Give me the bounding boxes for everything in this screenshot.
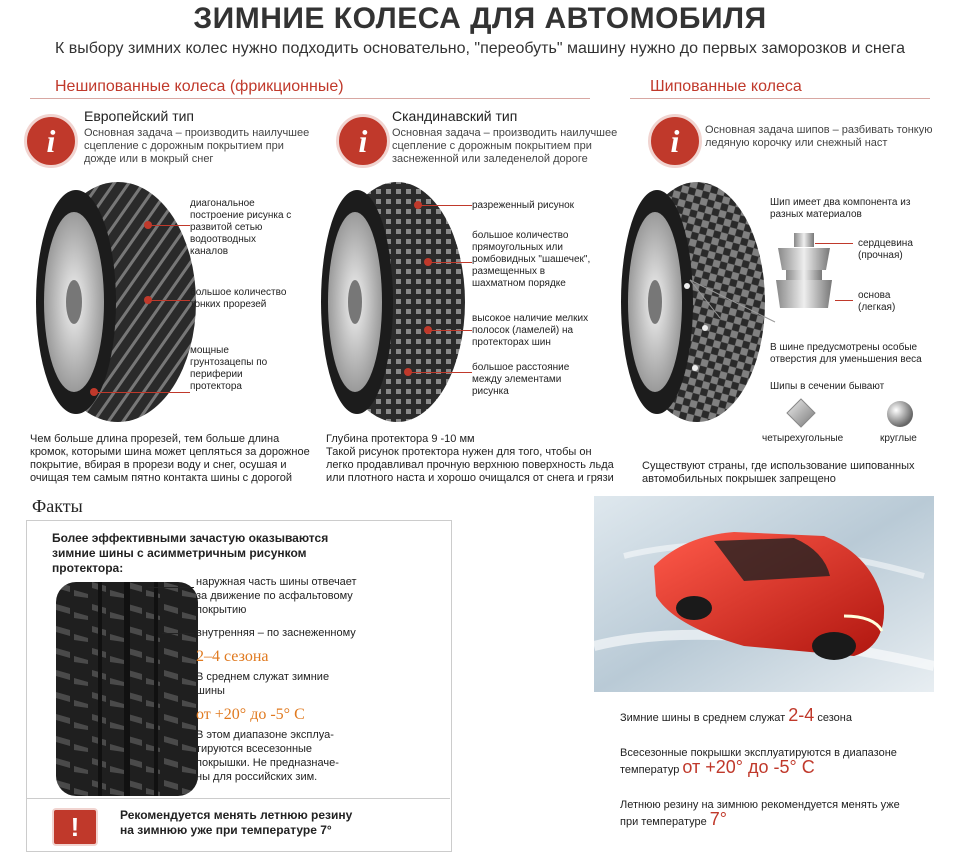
callout: разреженный рисунок <box>472 200 575 211</box>
facts-range: от +20° до -5° С <box>196 706 305 723</box>
facts-range-text: В этом диапазоне эксплуа- тируются всесезонные покрышки. Не предназначе- ны для российских зим. <box>196 729 339 783</box>
callout: большое количество тонких прорезей <box>190 287 287 310</box>
callout: высокое наличие мелких полосок (ламелей) на протекторах шин <box>472 313 589 348</box>
facts-outer: наружная часть шины отвечает за движение по асфальтовому покрытию <box>196 576 357 616</box>
tire-icon <box>315 178 465 426</box>
facts-lead: Более эффективными зачастую оказываются зимние шины с асимметричным рисунком протектора: <box>52 531 329 575</box>
callout: большое расстояние между элементами рисунка <box>472 362 570 397</box>
tire-icon <box>54 578 200 800</box>
car-image <box>594 496 934 692</box>
tire-icon <box>28 178 198 426</box>
section-non-studded: Нешипованные колеса (фрикционные) <box>55 78 344 95</box>
bottom-line-3: Летнюю резину на зимнюю рекомендуется менять уже при температуре 7° <box>620 799 900 829</box>
divider <box>630 98 930 99</box>
sphere-icon <box>886 400 914 428</box>
divider <box>30 98 590 99</box>
stud-intro: Шип имеет два компонента из разных материалов <box>770 197 911 220</box>
european-note: Чем больше длина прорезей, тем больше длина кромок, которыми шина может цепляться за дорожное покрытие, вбирая в прорези воду и снег, осушая и очищая тем самым пятно контакта шины с дорогой <box>30 433 310 484</box>
scandinavian-desc: Основная задача – производить наилучшее сцепление с дорожным покрытием при заснеженной или заледенелой дороге <box>392 127 618 165</box>
info-icon: i <box>336 114 390 168</box>
studded-desc: Основная задача шипов – разбивать тонкую ледяную корочку или снежный наст <box>705 124 933 149</box>
page-subtitle: К выбору зимних колес нужно подходить основательно, "переобуть" машину нужно до первых заморозков и снега <box>55 40 905 57</box>
facts-heading: Факты <box>32 496 83 516</box>
facts-inner: внутренняя – по заснеженному <box>196 627 356 639</box>
info-icon: i <box>24 114 78 168</box>
bottom-line-1: Зимние шины в среднем служат 2-4 сезона <box>620 705 852 725</box>
diamond-icon <box>786 398 816 428</box>
page-title: ЗИМНИЕ КОЛЕСА ДЛЯ АВТОМОБИЛЯ <box>193 2 767 35</box>
stud-holes: В шине предусмотрены особые отверстия для уменьшения веса <box>770 342 922 365</box>
shape-round: круглые <box>880 433 917 444</box>
european-desc: Основная задача – производить наилучшее сцепление с дорожным покрытием при дожде или в мокрый снег <box>84 127 310 165</box>
facts-seasons: 2–4 сезона <box>196 648 269 665</box>
section-studded: Шипованные колеса <box>650 78 802 95</box>
facts-seasons-text: В среднем служат зимние шины <box>196 671 330 697</box>
info-icon: i <box>648 114 702 168</box>
european-title: Европейский тип <box>84 108 195 124</box>
bottom-line-2: Всесезонные покрышки эксплуатируются в диапазоне температур от +20° до -5° С <box>620 747 897 777</box>
stud-core: сердцевина (прочная) <box>858 238 913 261</box>
warning-icon: ! <box>52 808 98 846</box>
scandinavian-title: Скандинавский тип <box>392 108 518 124</box>
callout: мощные грунтозацепы по периферии протектора <box>190 345 268 392</box>
stud-icon <box>770 228 840 338</box>
studded-note: Существуют страны, где использование шипованных автомобильных покрышек запрещено <box>642 460 915 485</box>
callout: диагональное построение рисунка с развитой сетью водоотводных каналов <box>190 198 292 257</box>
scandinavian-note: Глубина протектора 9 -10 мм Такой рисунок протектора нужен для того, чтобы он легко продавливал прочную верхнюю поверхность льда или плотного наста и хорошо очищался от снега и грязи <box>326 433 614 484</box>
stud-section-title: Шипы в сечении бывают <box>770 381 885 392</box>
stud-base: основа (легкая) <box>858 290 896 313</box>
facts-warning: Рекомендуется менять летнюю резину на зимнюю уже при температуре 7° <box>120 808 353 837</box>
callout: большое количество прямоугольных или ромбовидных "шашечек", размещенных в шахматном порядке <box>472 230 591 289</box>
shape-square: четырехугольные <box>762 433 844 444</box>
